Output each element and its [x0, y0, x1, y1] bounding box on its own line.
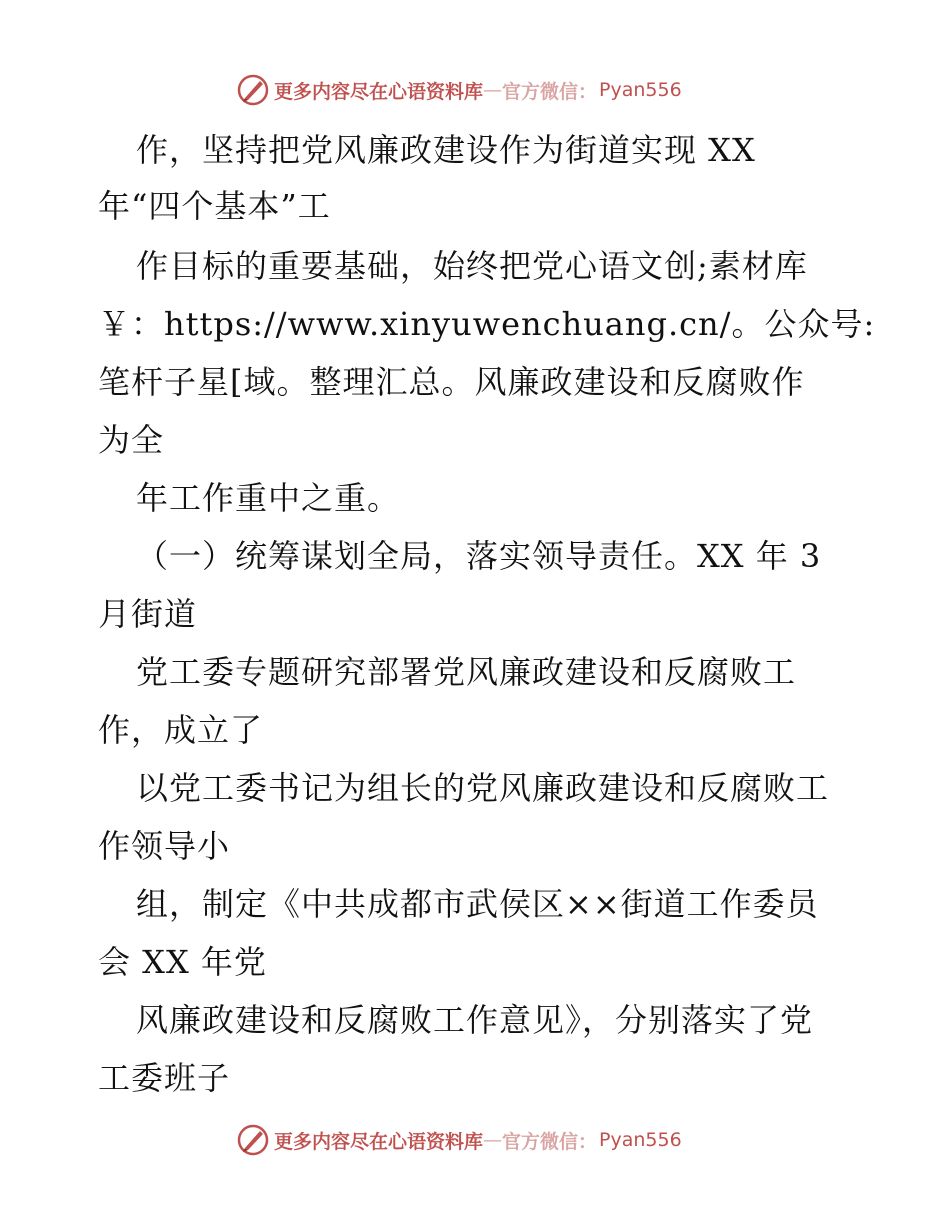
body-line: 组，制定《中共成都市武侯区××街道工作委员 — [136, 885, 819, 923]
body-line: 作，坚持把党风廉政建设作为街道实现 XX — [136, 131, 756, 169]
body-line: 党工委专题研究部署党风廉政建设和反腐败工 — [136, 653, 797, 691]
watermark-wechat-id: Pyan556 — [599, 79, 682, 101]
body-line: 工委班子 — [98, 1059, 231, 1097]
watermark-separator: — — [483, 79, 503, 101]
body-line: 月街道 — [98, 595, 198, 633]
body-line: 为全 — [98, 421, 165, 459]
body-line: ￥：https://www.xinyuwenchuang.cn/。公众号: — [98, 305, 876, 343]
body-line: 会 XX 年党 — [98, 943, 267, 981]
body-line: 作，成立了 — [98, 711, 264, 749]
watermark-main-text: 更多内容尽在心语资料库 — [274, 1130, 484, 1153]
watermark-wechat-label: 官方微信： — [502, 80, 598, 103]
quill-pen-logo-icon — [236, 1123, 270, 1157]
body-line: 年“四个基本”工 — [98, 187, 331, 225]
body-line: 作目标的重要基础，始终把党心语文创;素材库 — [136, 247, 808, 285]
body-line: 年工作重中之重。 — [136, 479, 401, 517]
quill-pen-logo-icon — [236, 73, 270, 107]
body-line: 风廉政建设和反腐败工作意见》，分别落实了党 — [136, 1001, 814, 1039]
header-watermark — [236, 72, 682, 108]
watermark-separator: — — [483, 1129, 503, 1151]
watermark-wechat-id: Pyan556 — [599, 1129, 682, 1151]
body-line: 作领导小 — [98, 827, 231, 865]
watermark-wechat-label: 官方微信： — [502, 1130, 598, 1153]
watermark-main-text: 更多内容尽在心语资料库 — [274, 80, 484, 103]
footer-watermark — [236, 1122, 682, 1158]
body-line: 笔杆子星[域。整理汇总。风廉政建设和反腐败作 — [98, 363, 805, 401]
body-line: 以党工委书记为组长的党风廉政建设和反腐败工 — [136, 769, 830, 807]
body-line: （一）统筹谋划全局，落实领导责任。XX 年 3 — [136, 537, 822, 575]
